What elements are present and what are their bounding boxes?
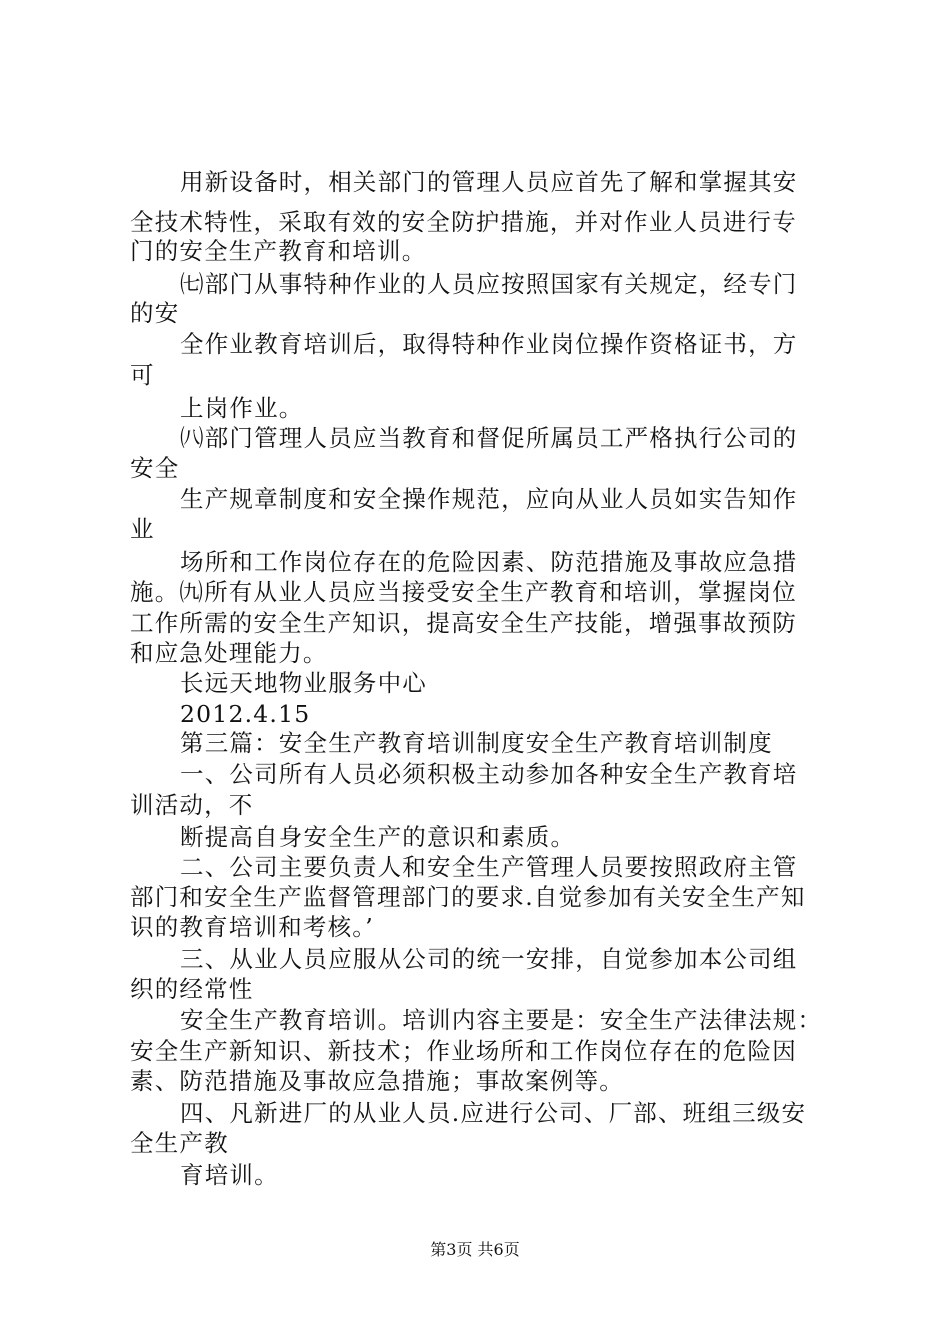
text-line: 安全生产教育培训。培训内容主要是：安全生产法律法规： xyxy=(180,1006,823,1034)
text-line: 安全生产新知识、新技术；作业场所和工作岗位存在的危险因 xyxy=(130,1037,797,1065)
text-line: 识的教育培训和考核。’ xyxy=(130,913,374,941)
text-line: 的安 xyxy=(130,299,180,327)
text-line: 断提高自身安全生产的意识和素质。 xyxy=(180,823,576,851)
text-line: 业 xyxy=(130,515,155,543)
text-line: 二、公司主要负责人和安全生产管理人员要按照政府主管 xyxy=(180,853,798,881)
text-line: 门的安全生产教育和培训。 xyxy=(130,237,427,265)
text-line: 部门和安全生产监督管理部门的要求.自觉参加有关安全生产知 xyxy=(130,883,806,911)
text-line: 训活动，不 xyxy=(130,791,254,819)
text-line: 三、从业人员应服从公司的统一安排，自觉参加本公司组 xyxy=(180,945,798,973)
text-line: 上岗作业。 xyxy=(180,394,304,422)
page-number-footer: 第3页 共6页 xyxy=(430,1240,520,1259)
text-line: 全技术特性，采取有效的安全防护措施，并对作业人员进行专 xyxy=(130,208,797,236)
text-line: 安全 xyxy=(130,454,180,482)
text-line: 生产规章制度和安全操作规范，应向从业人员如实告知作 xyxy=(180,485,798,513)
text-line: 全生产教 xyxy=(130,1129,229,1157)
text-line: 育培训。 xyxy=(180,1161,279,1189)
text-line: 用新设备时，相关部门的管理人员应首先了解和掌握其安 xyxy=(180,168,798,196)
text-line: 织的经常性 xyxy=(130,975,254,1003)
date-line: 2012.4.15 xyxy=(180,700,311,728)
section-heading: 第三篇：安全生产教育培训制度安全生产教育培训制度 xyxy=(180,729,773,757)
text-line: ㈧部门管理人员应当教育和督促所属员工严格执行公司的 xyxy=(180,424,798,452)
text-line: 一、公司所有人员必须积极主动参加各种安全生产教育培 xyxy=(180,760,798,788)
text-line: 施。㈨所有从业人员应当接受安全生产教育和培训，掌握岗位 xyxy=(130,578,797,606)
text-line: 场所和工作岗位存在的危险因素、防范措施及事故应急措 xyxy=(180,548,798,576)
text-line: ㈦部门从事特种作业的人员应按照国家有关规定，经专门 xyxy=(180,270,798,298)
text-line: 四、凡新进厂的从业人员.应进行公司、厂部、班组三级安 xyxy=(180,1099,807,1127)
text-line: 长远天地物业服务中心 xyxy=(180,669,427,697)
text-line: 和应急处理能力。 xyxy=(130,639,328,667)
text-line: 工作所需的安全生产知识，提高安全生产技能，增强事故预防 xyxy=(130,609,797,637)
text-line: 全作业教育培训后，取得特种作业岗位操作资格证书，方 xyxy=(180,330,798,358)
text-line: 素、防范措施及事故应急措施；事故案例等。 xyxy=(130,1067,624,1095)
text-line: 可 xyxy=(130,361,155,389)
